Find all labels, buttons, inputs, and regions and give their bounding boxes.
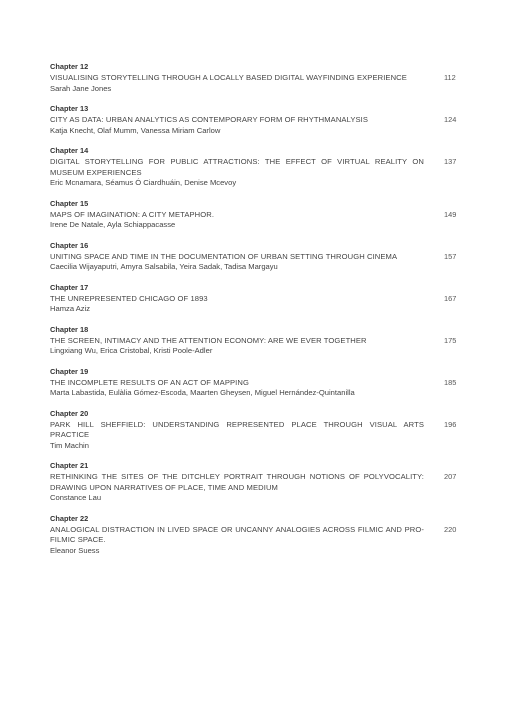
page-number: 185 <box>444 377 457 387</box>
chapter-label: Chapter 18 <box>50 324 89 334</box>
toc-entry-chapter-14[interactable] <box>50 146 460 189</box>
page-number: 157 <box>444 251 457 261</box>
chapter-title: CITY AS DATA: URBAN ANALYTICS AS CONTEMPORARY FORM OF RHYTHMANALYSIS <box>50 115 369 124</box>
chapter-authors: Irene De Natale, Ayla Schiappacasse <box>50 220 176 229</box>
chapter-label: Chapter 21 <box>50 461 89 470</box>
chapter-label: Chapter 20 <box>50 408 89 418</box>
toc-entry-chapter-18[interactable] <box>50 325 460 357</box>
chapter-title: THE UNREPRESENTED CHICAGO OF 1893 <box>50 293 208 303</box>
page-number: 167 <box>444 293 457 303</box>
page-number: 124 <box>444 115 457 124</box>
chapter-authors: Sarah Jane Jones <box>50 83 112 93</box>
chapter-authors: Marta Labastida, Eulàlia Gómez-Escoda, Maarten Gheysen, Miguel Hernández-Quintanilla <box>50 388 355 397</box>
chapter-label: Chapter 19 <box>50 366 89 376</box>
page-number: 175 <box>444 335 457 345</box>
chapter-authors: Constance Lau <box>50 493 102 502</box>
table-of-contents <box>50 62 460 566</box>
chapter-title: PARK HILL SHEFFIELD: UNDERSTANDING REPRESENTED PLACE THROUGH VISUAL ARTS PRACTICE <box>50 419 424 439</box>
chapter-label: Chapter 16 <box>50 240 89 250</box>
chapter-authors: Eric Mcnamara, Séamus Ó Ciardhuáin, Denise Mcevoy <box>50 178 237 187</box>
chapter-authors: Hamza Aziz <box>50 304 91 313</box>
toc-entry-chapter-15[interactable] <box>50 199 460 231</box>
chapter-authors: Caecilia Wijayaputri, Amyra Salsabila, Yeira Sadak, Tadisa Margayu <box>50 262 278 271</box>
chapter-title: DIGITAL STORYTELLING FOR PUBLIC ATTRACTIONS: THE EFFECT OF VIRTUAL REALITY ON MUSEUM EXPERIENCES <box>50 157 424 177</box>
page-number: 196 <box>444 419 457 429</box>
toc-entry-chapter-12[interactable] <box>50 62 460 94</box>
chapter-authors: Tim Machin <box>50 440 89 450</box>
toc-entry-chapter-21[interactable] <box>50 461 460 504</box>
toc-entry-chapter-20[interactable] <box>50 409 460 452</box>
chapter-label: Chapter 22 <box>50 513 89 523</box>
chapter-label: Chapter 14 <box>50 146 89 155</box>
chapter-label: Chapter 13 <box>50 104 89 113</box>
chapter-title: THE INCOMPLETE RESULTS OF AN ACT OF MAPPING <box>50 377 249 387</box>
chapter-title: ANALOGICAL DISTRACTION IN LIVED SPACE OR UNCANNY ANALOGIES ACROSS FILMIC AND PRO-FILMIC SPACE. <box>50 524 424 544</box>
page-number: 149 <box>444 209 457 219</box>
toc-entry-chapter-17[interactable] <box>50 283 460 315</box>
toc-entry-chapter-22[interactable] <box>50 514 460 557</box>
chapter-title: MAPS OF IMAGINATION: A CITY METAPHOR. <box>50 209 215 219</box>
toc-entry-chapter-16[interactable] <box>50 241 460 273</box>
chapter-authors: Eleanor Suess <box>50 545 100 555</box>
chapter-label: Chapter 15 <box>50 198 89 208</box>
toc-entry-chapter-13[interactable] <box>50 104 460 136</box>
chapter-title: THE SCREEN, INTIMACY AND THE ATTENTION ECONOMY: ARE WE EVER TOGETHER <box>50 335 367 345</box>
page-number: 207 <box>444 472 457 481</box>
page-number: 137 <box>444 157 457 166</box>
chapter-authors: Lingxiang Wu, Erica Cristobal, Kristi Poole-Adler <box>50 346 213 355</box>
chapter-title: RETHINKING THE SITES OF THE DITCHLEY PORTRAIT THROUGH NOTIONS OF POLYVOCALITY: DRAWING UPON NARRATIVES OF PLACE, TIME AND MEDIUM <box>50 472 424 492</box>
chapter-title: UNITING SPACE AND TIME IN THE DOCUMENTATION OF URBAN SETTING THROUGH CINEMA <box>50 251 398 261</box>
chapter-title: VISUALISING STORYTELLING THROUGH A LOCALLY BASED DIGITAL WAYFINDING EXPERIENCE <box>50 73 407 82</box>
page-number: 112 <box>444 73 456 82</box>
page-number: 220 <box>444 524 457 534</box>
chapter-label: Chapter 17 <box>50 282 89 292</box>
chapter-label: Chapter 12 <box>50 62 89 71</box>
toc-entry-chapter-19[interactable] <box>50 367 460 399</box>
chapter-authors: Katja Knecht, Olaf Mumm, Vanessa Miriam Carlow <box>50 125 221 135</box>
